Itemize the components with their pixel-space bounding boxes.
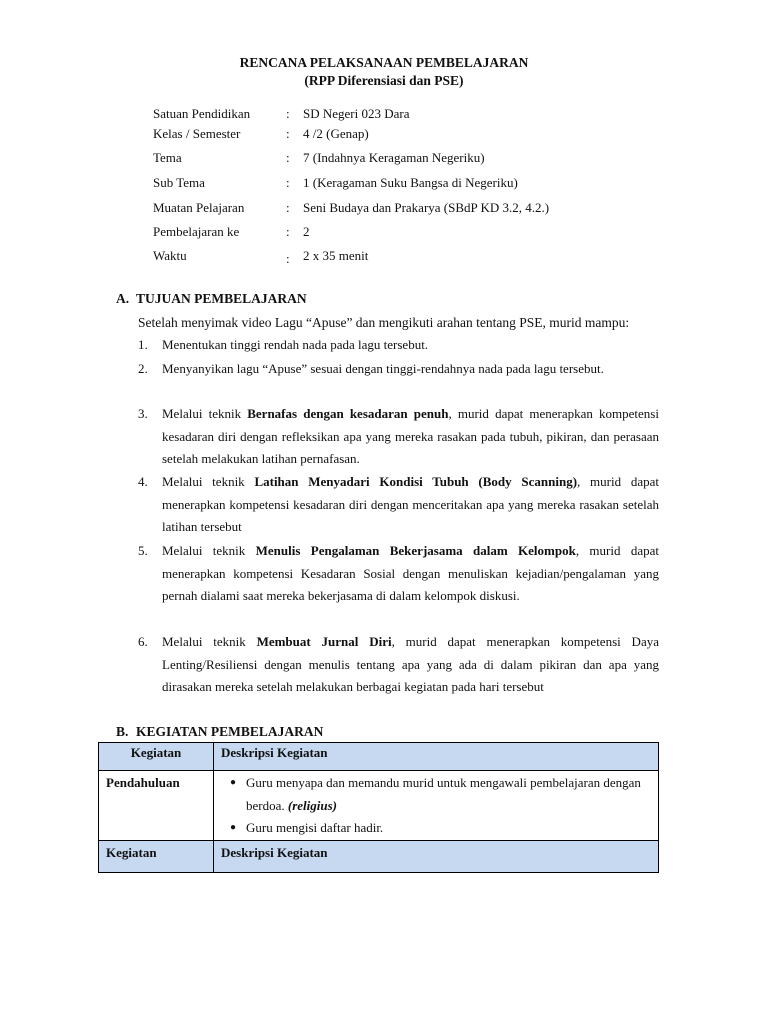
document-subtitle: (RPP Diferensiasi dan PSE) [304,73,464,88]
section-a-title: TUJUAN PEMBELAJARAN [136,291,307,306]
bullet-icon: ● [230,777,237,788]
header-deskripsi: Deskripsi Kegiatan [221,745,328,760]
identity-label: Satuan Pendidikan [153,106,251,121]
table-cell [214,771,659,841]
list-text: Melalui teknik [162,543,256,558]
identity-colon: : [286,126,290,141]
list-item [138,471,659,539]
header-kegiatan: Kegiatan [106,845,157,861]
table-header-cell [214,743,659,771]
table-cell [99,771,214,841]
identity-colon: : [286,200,290,215]
bullet-icon: ● [230,822,237,834]
list-number: 5. [138,543,148,558]
list-technique: Bernafas dengan kesadaran penuh [247,406,449,421]
section-a-heading [116,291,307,307]
identity-label: Muatan Pelajaran [153,200,245,215]
identity-colon: : [286,251,290,266]
activities-table [98,742,659,873]
list-item [138,631,659,699]
list-item [138,334,659,357]
identity-colon: : [286,224,290,239]
identity-label: Sub Tema [153,175,205,190]
list-number: 2. [138,361,148,376]
section-a-intro: Setelah menyimak video Lagu “Apuse” dan mengikuti arahan tentang PSE, murid mampu: [138,315,630,330]
identity-colon: : [286,150,290,165]
list-item [214,817,658,840]
list-text: , murid dapat menerapkan kompetensi Daya Lenting/Resiliensi dengan menulis tentang apa yang ada di dalam pikiran dan apa yang dirasakan mereka setelah melakukan berbagai kegiatan pada hari tersebut [162,634,659,695]
section-b-title: KEGIATAN PEMBELAJARAN [136,724,324,739]
identity-colon: : [286,106,290,121]
list-item [138,358,659,381]
identity-value: 2 [303,224,310,239]
header-deskripsi: Deskripsi Kegiatan [221,845,328,861]
list-text: Melalui teknik [162,406,248,421]
list-text: Melalui teknik [162,474,255,489]
list-technique: Latihan Menyadari Kondisi Tubuh (Body Scanning) [254,474,578,489]
identity-value: Seni Budaya dan Prakarya (SBdP KD 3.2, 4.2.) [303,200,550,215]
list-item [138,540,659,608]
row-label-pendahuluan: Pendahuluan [106,775,180,790]
identity-value: 2 x 35 menit [303,248,369,263]
document-title: RENCANA PELAKSANAAN PEMBELAJARAN [239,55,529,70]
table-header-cell [99,841,214,873]
list-technique: Membuat Jurnal Diri [256,634,392,649]
list-item [138,403,659,471]
identity-value: 1 (Keragaman Suku Bangsa di Negeriku) [303,175,518,190]
section-b-heading [116,724,323,740]
section-a-letter: A. [116,291,130,306]
table-header-row [99,743,659,771]
identity-value: 7 (Indahnya Keragaman Negeriku) [303,150,485,165]
identity-value: SD Negeri 023 Dara [303,106,410,121]
list-number: 1. [138,337,148,352]
list-number: 3. [138,406,148,421]
description-list [214,771,658,840]
list-number: 6. [138,634,148,649]
character-value: (religius) [287,797,337,813]
list-text: , murid dapat menerapkan kompetensi Kesadaran Sosial dengan menuliskan kejadian/pengalaman yang pernah dialami saat mereka bekerjasama di dalam kelompok diskusi. [162,543,659,604]
list-item [214,772,658,817]
identity-label: Kelas / Semester [153,126,241,141]
identity-label: Pembelajaran ke [153,224,240,239]
identity-value: 4 /2 (Genap) [303,126,369,141]
section-b-letter: B. [116,724,129,739]
bullet-text: Guru mengisi daftar hadir. [246,820,384,836]
table-row [99,771,659,841]
list-text: , murid dapat menerapkan kompetensi kesadaran diri dengan menceritakan apa yang mereka rasakan setelah latihan tersebut [162,474,659,535]
list-text: Melalui teknik [162,634,257,649]
list-text: Menentukan tinggi rendah nada pada lagu tersebut. [162,337,429,352]
list-text: Menyanyikan lagu “Apuse” sesuai dengan tinggi-rendahnya nada pada lagu tersebut. [162,361,604,376]
identity-label: Tema [153,150,182,165]
identity-label: Waktu [153,248,187,263]
identity-colon: : [286,175,290,190]
table-header-cell [214,841,659,873]
bullet-text: Guru menyapa dan memandu murid untuk mengawali pembelajaran dengan berdoa. [246,775,641,813]
list-number: 4. [138,474,148,489]
table-header-cell [99,743,214,771]
list-technique: Menulis Pengalaman Bekerjasama dalam Kelompok [255,543,576,558]
table-header-row [99,841,659,873]
header-kegiatan: Kegiatan [130,745,182,760]
list-text: , murid dapat menerapkan kompetensi kesadaran diri dengan refleksikan apa yang mereka rasakan pada tubuh, pikiran, dan perasaan setelah melakukan latihan pernafasan. [162,406,659,467]
